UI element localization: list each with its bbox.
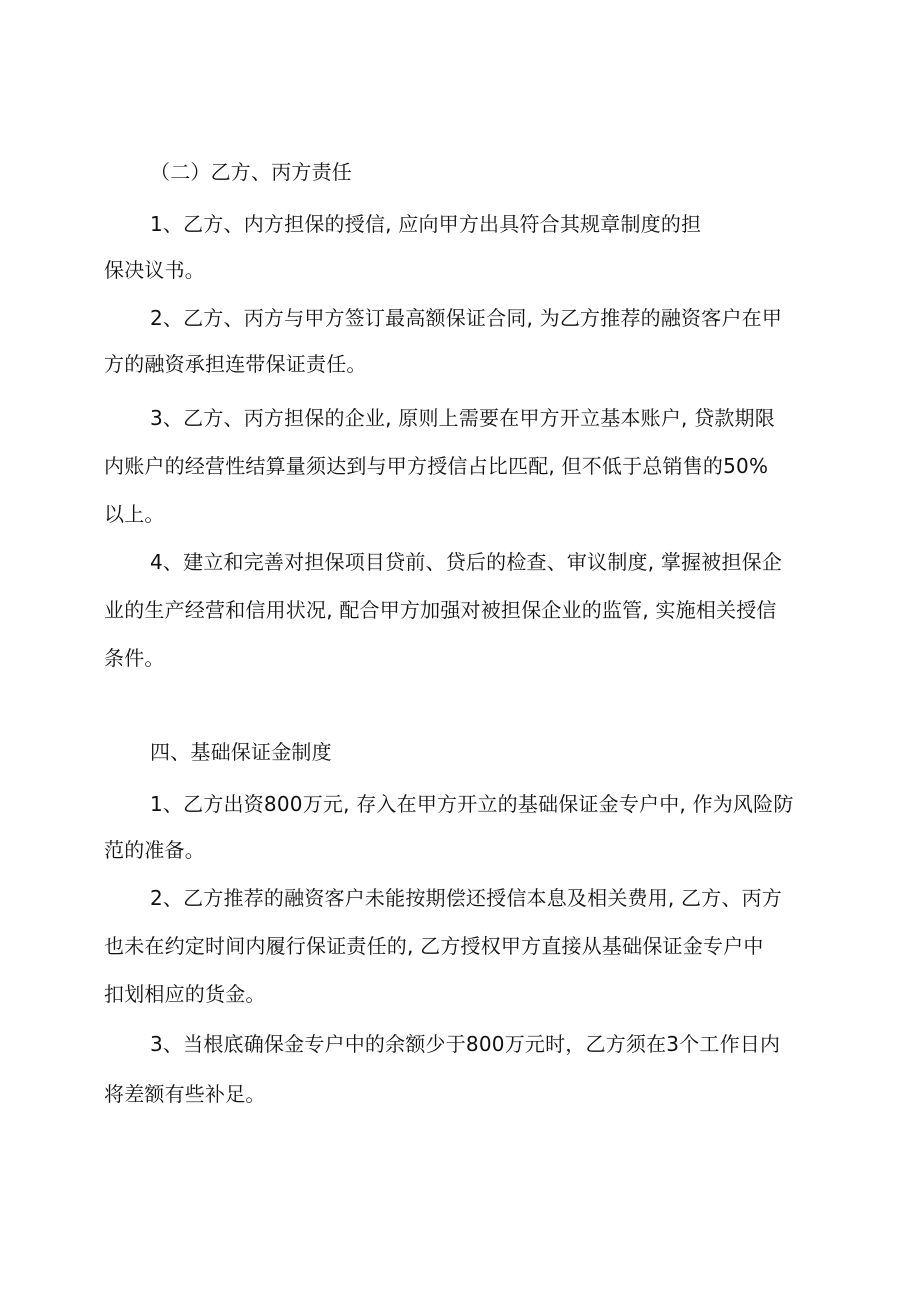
paragraph-line: 条件。 [104,646,165,670]
paragraph-line: 3、当根底确保金专户中的余额少于800万元时，乙方须在3个工作日内 [150,1032,781,1056]
paragraph-line: 方的融资承担连带保证责任。 [104,352,367,376]
paragraph-line: 业的生产经营和信用状况, 配合甲方加强对被担保企业的监管, 实施相关授信 [104,598,777,622]
paragraph-line: 1、乙方出资800万元, 存入在甲方开立的基础保证金专户中, 作为风险防 [150,792,794,816]
paragraph-line: 也未在约定时间内履行保证责任的, 乙方授权甲方直接从基础保证金专户中 [104,934,764,958]
paragraph-line: 扣划相应的货金。 [104,982,266,1006]
paragraph-line: 2、乙方推荐的融资客户未能按期偿还授信本息及相关费用, 乙方、丙方 [150,886,783,910]
section-heading: （二）乙方、丙方责任 [150,160,352,184]
paragraph-line: 将差额有些补足。 [104,1082,266,1106]
paragraph-line: 内账户的经营性结算量须达到与甲方授信占比匹配, 但不低于总销售的50% [104,454,769,478]
paragraph-line: 2、乙方、丙方与甲方签订最高额保证合同, 为乙方推荐的融资客户在甲 [150,306,783,330]
paragraph-line: 3、乙方、丙方担保的企业, 原则上需要在甲方开立基本账户, 贷款期限 [150,406,775,430]
paragraph-line: 保决议书。 [104,258,205,282]
section-heading: 四、基础保证金制度 [150,740,332,764]
paragraph-line: 1、乙方、内方担保的授信, 应向甲方出具符合其规章制度的担 [150,212,702,236]
paragraph-line: 以上。 [104,502,165,526]
paragraph-line: 范的准备。 [104,838,205,862]
paragraph-line: 4、建立和完善对担保项目贷前、贷后的检查、审议制度, 掌握被担保企 [150,550,783,574]
